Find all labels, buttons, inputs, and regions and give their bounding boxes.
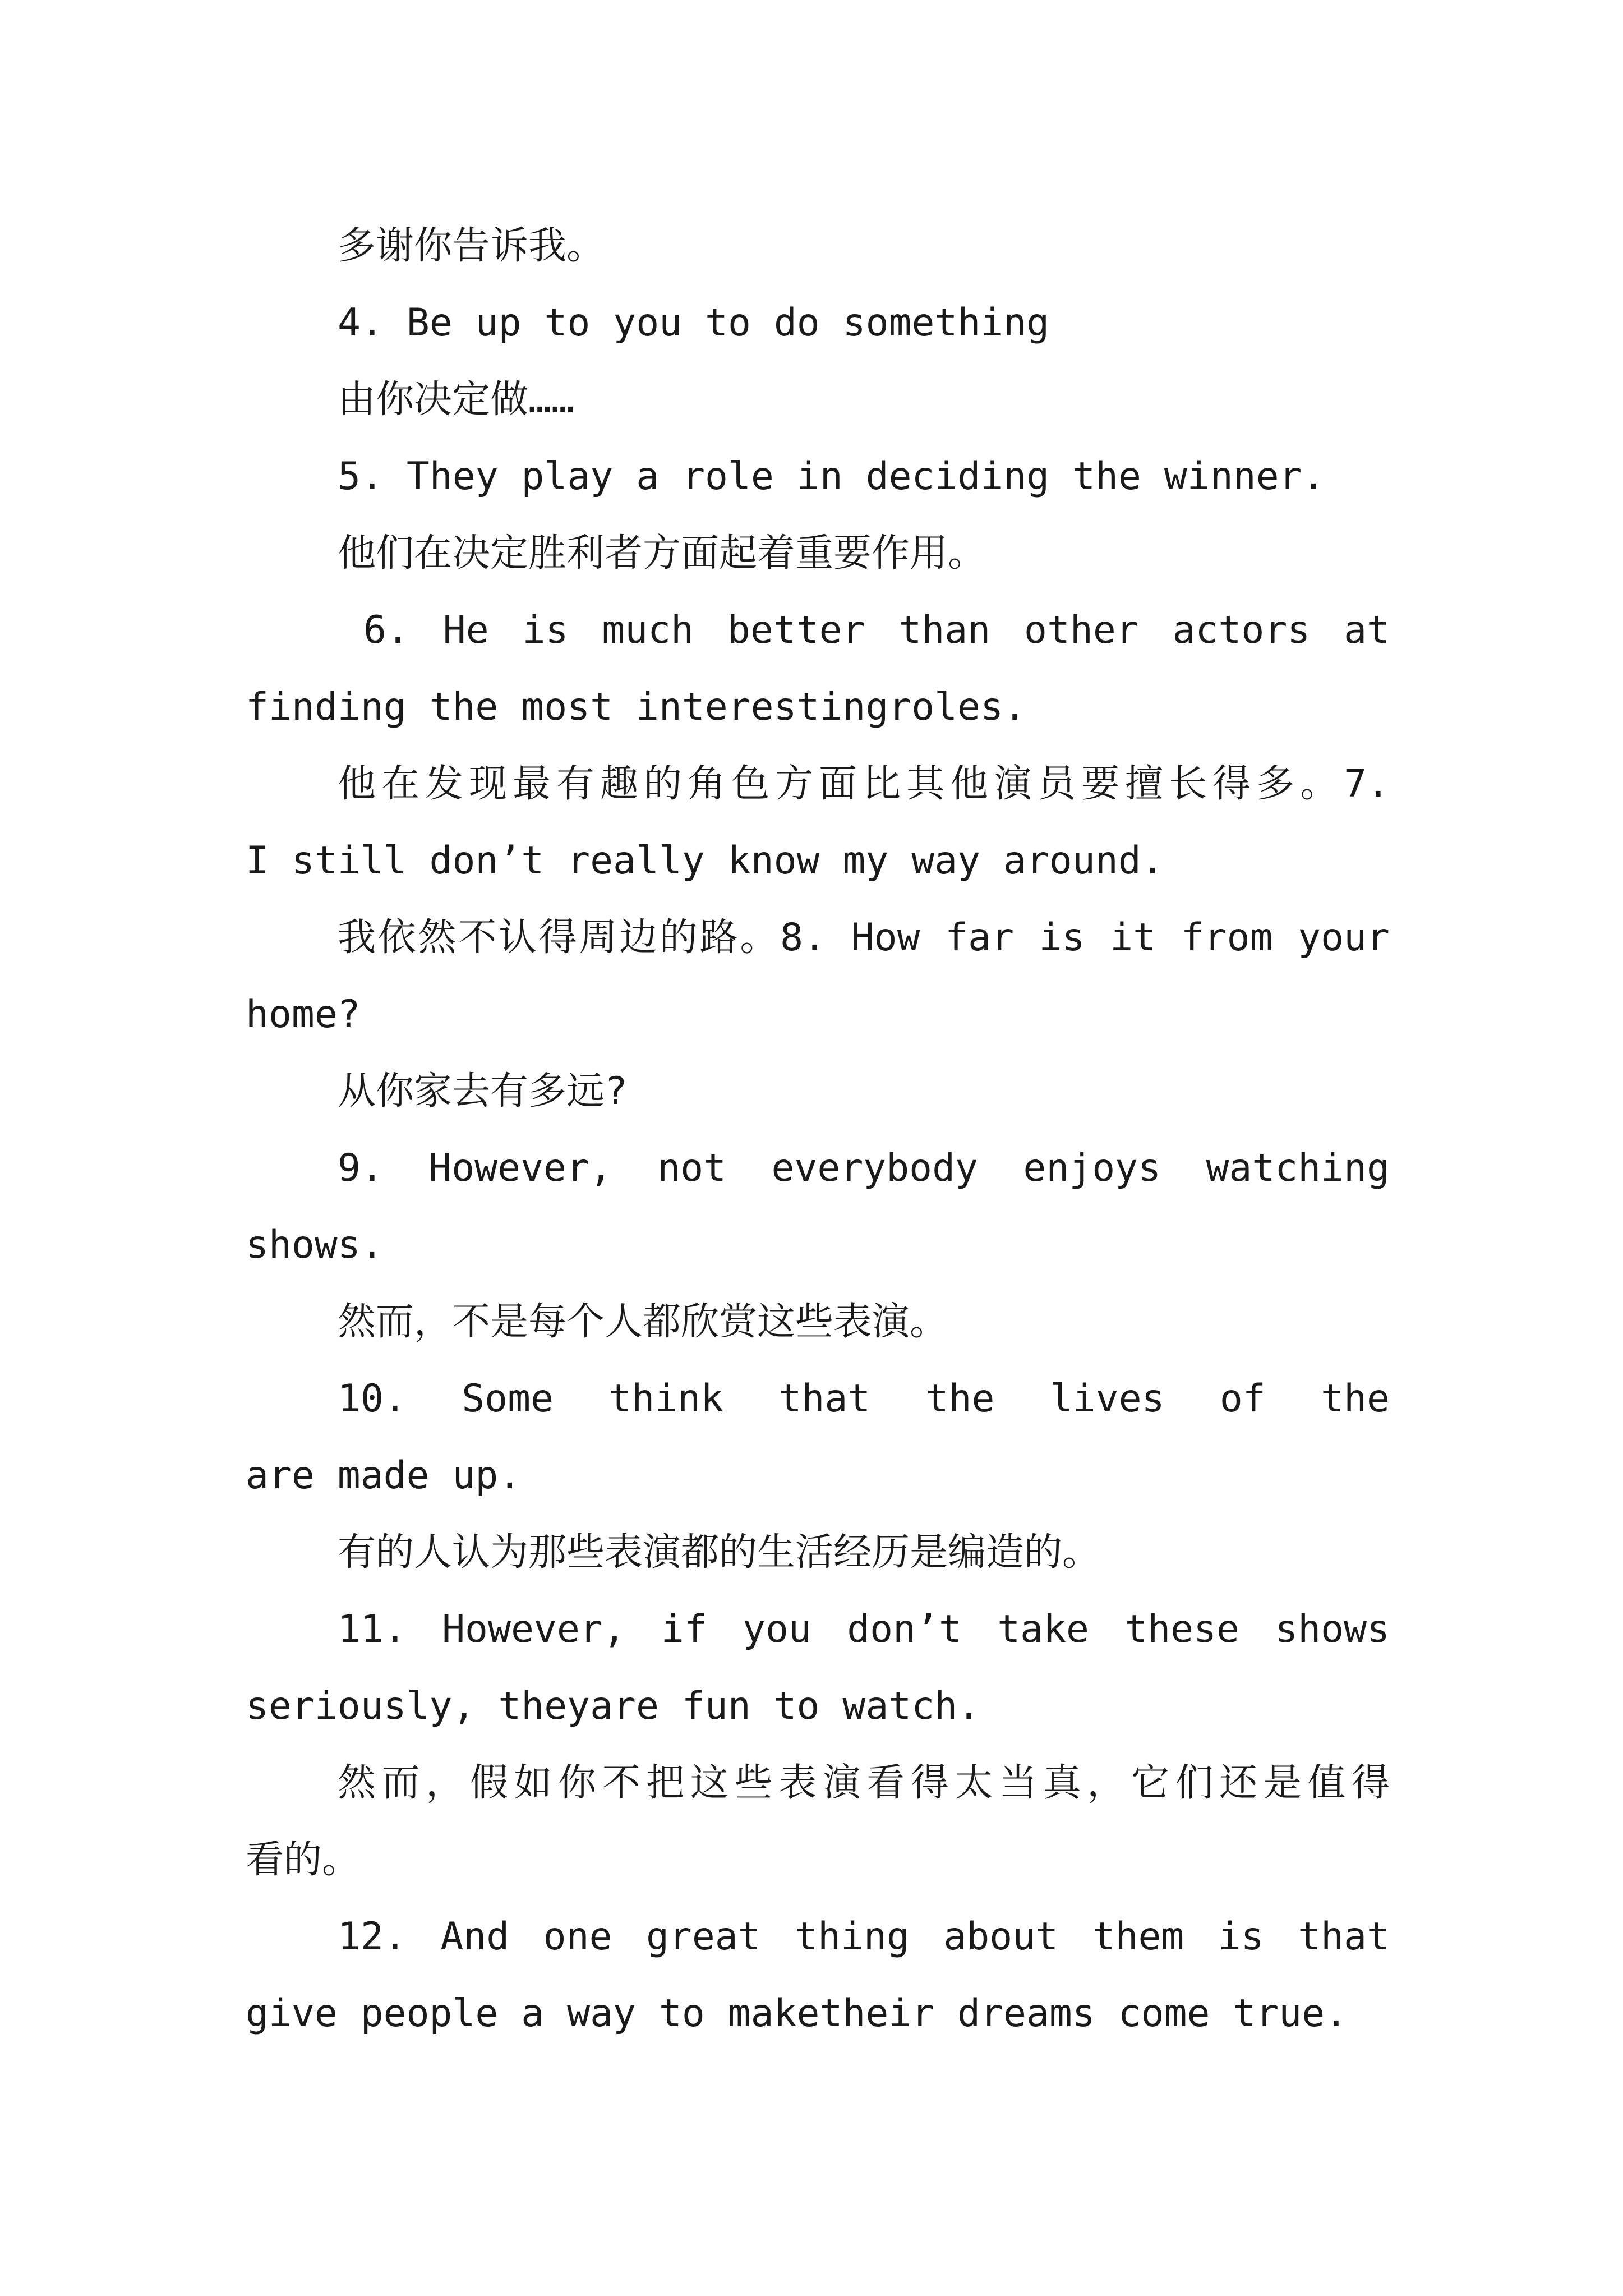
text-line: 6. He is much better than other actors at	[363, 608, 1390, 652]
text-line: 12. And one great thing about them is that	[338, 1915, 1390, 1959]
text-line: 然而，不是每个人都欣赏这些表演。	[338, 1300, 948, 1344]
text-line: shows.	[246, 1223, 384, 1267]
text-line: finding the most interestingroles.	[246, 685, 1026, 729]
text-line: 他们在决定胜利者方面起着重要作用。	[338, 531, 986, 576]
text-line: 多谢你告诉我。	[338, 224, 605, 268]
text-line: 然而，假如你不把这些表演看得太当真，它们还是值得	[338, 1761, 1390, 1805]
text-line: 我依然不认得周边的路。8. How far is it from your	[338, 915, 1390, 960]
text-line: home?	[246, 992, 361, 1037]
text-line: 有的人认为那些表演都的生活经历是编造的。	[338, 1530, 1101, 1575]
text-line: 从你家去有多远?	[338, 1069, 628, 1114]
text-line: 11. However, if you don’t take these shows	[338, 1607, 1390, 1651]
text-line: 5. They play a role in deciding the winner.	[338, 454, 1325, 499]
text-line: I still don’t really know my way around.	[246, 839, 1164, 883]
document-body	[246, 208, 1390, 2052]
text-line: 由你决定做……	[338, 378, 574, 422]
text-line: seriously, theyare fun to watch.	[246, 1684, 981, 1728]
text-line: 看的。	[246, 1838, 361, 1882]
text-line: 他在发现最有趣的角色方面比其他演员要擅长得多。7.	[338, 762, 1390, 806]
text-line: are made up.	[246, 1453, 522, 1498]
text-line: 10. Some think that the lives of the	[338, 1377, 1390, 1421]
text-line: give people a way to maketheir dreams come true.	[246, 1991, 1348, 2036]
text-line: 9. However, not everybody enjoys watching	[338, 1146, 1390, 1190]
text-line: 4. Be up to you to do something	[338, 301, 1050, 345]
